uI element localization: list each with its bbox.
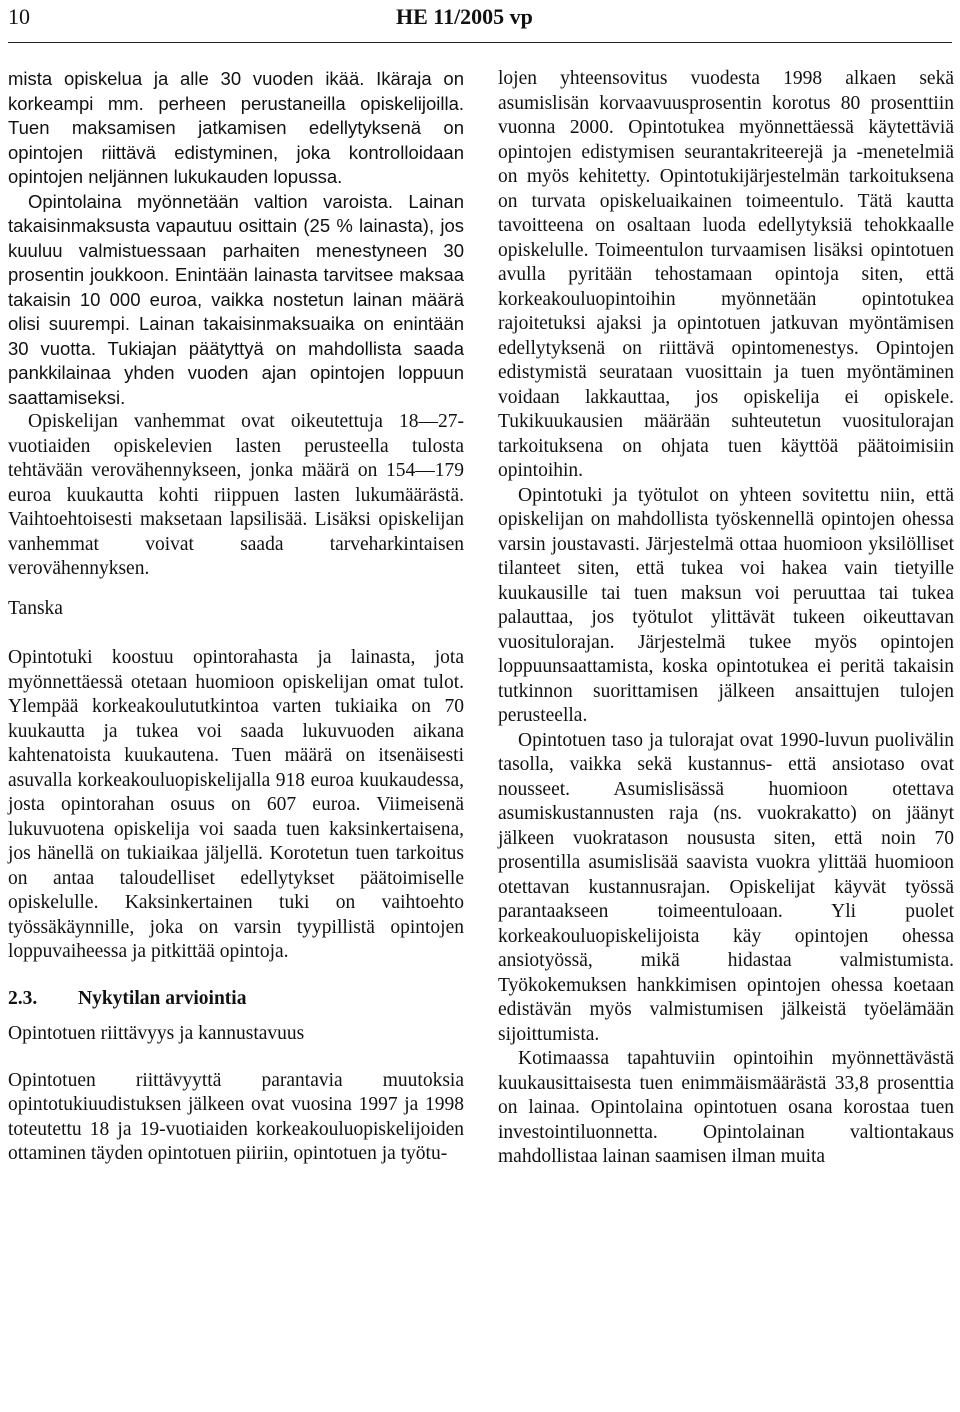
paragraph: Opintotuki koostuu opintorahasta ja lainasta, jota myönnettäessä otetaan huomioon opiskelijan omat tulot. Ylempää korkeakoulututkintoa varten tukiaika on 70 kuukautta ja tukea voi saada lukuvuoden aikana kahtenatoista kuukautena. Tuen määrä on itsenäisesti asuvalla korkeakouluopiskelijalla 918 euroa kuukaudessa, josta opintorahan osuus on 607 euroa. Viimeisenä lukuvuotena opiskelija voi saada tuen kaksinkertaisena, jos hänellä on tukiaikaa jäljellä. Korotetun tuen tarkoitus on antaa taloudelliset edellytykset päätoimiselle opiskelulle. Kaksinkertainen tuki on vaihtoehto työssäkäynnille, joka on varsin tyypillistä opintojen loppuvaiheessa ja pitkittää opintoja. xyxy=(8,647,464,962)
document-id: HE 11/2005 vp xyxy=(396,4,533,29)
paragraph: Kotimaassa tapahtuviin opintoihin myönnettävästä kuukausittaisesta tuen enimmäismäärästä 33,8 prosenttia on lainaa. Opintolaina opintotuen osana korostaa tuen investointiluonnetta. Opintolainan valtiontakaus mahdollistaa lainan saamisen ilman muita xyxy=(498,1048,954,1167)
subheading: Opintotuen riittävyys ja kannustavuus xyxy=(8,1023,305,1044)
page-number: 10 xyxy=(8,4,30,29)
paragraph: Opintotuki ja työtulot on yhteen sovitettu niin, että opiskelijan on mahdollista työskennellä opintojen ohessa varsin joustavasti. Järjestelmä ottaa huomioon yksilölliset tilanteet siten, että tukea voi hakea vain tietyille kuukausille tai tuen maksun voi peruuttaa tai tukea palauttaa, jos työtulot ylittävät tukeen oikeuttavan vuositulorajan. Järjestelmä tukee myös opintojen loppuunsaattamista, koska opintotukea ei peritä takaisin tutkinnon suorittamisen jälkeen ansaittujen tulojen perusteella. xyxy=(498,484,954,726)
section-title: Nykytilan arviointia xyxy=(78,987,247,1009)
heading-tanska: Tanska xyxy=(8,597,63,619)
paragraph: Opintotuen taso ja tulorajat ovat 1990-luvun puolivälin tasolla, vaikka sekä kustannus- että ansiotaso ovat nousseet. Asumislisässä huomioon otettava asumiskustannusten raja (ns. vuokrakatto) on jäänyt jälkeen vuokratason noususta siten, että noin 70 prosentilla asumislisää saavista vuokra ylittää huomioon otettavan kustannusrajan. Opiskelijat käyvät työssä parantaakseen toimeentuloaan. Yli puolet korkeakouluopiskelijoista käy opintojen ohessa ansiotyössä, mikä hidastaa valmistumista. Työkokemuksen hankkimisen opintojen ohessa koetaan edistävän myös valmistumisen jälkeistä työelämään sijoittumista. xyxy=(498,729,954,1045)
left-column xyxy=(8,67,464,1167)
right-column xyxy=(498,67,954,1170)
paragraph: mista opiskelua ja alle 30 vuoden ikää. Ikäraja on korkeampi mm. perheen perustaneilla opiskelijoilla. Tuen maksamisen jatkamisen edellytyksenä on opintojen riittävä edistyminen, joka kontrolloidaan opintojen neljännen lukukauden lopussa. xyxy=(8,68,464,187)
header-rule xyxy=(8,42,952,43)
section-heading xyxy=(8,987,464,1012)
paragraph: Opiskelijan vanhemmat ovat oikeutettuja 18—27-vuotiaiden opiskelevien lasten perusteella tulosta tehtävään verovähennykseen, jonka määrä on 154—179 euroa kuukautta kohti riippuen lasten lukumäärästä. Vaihtoehtoisesti maksetaan lapsilisää. Lisäksi opiskelijan vanhemmat voivat saada tarveharkintaisen verovähennyksen. xyxy=(8,411,464,579)
paragraph: Opintolaina myönnetään valtion varoista. Lainan takaisinmaksusta vapautuu osittain (25 % lainasta), jos kuuluu valmistuessaan parhaiten menestyneen 30 prosentin joukkoon. Enintään lainasta tarvitsee maksaa takaisin 10 000 euroa, vaikka nostetun lainan määrä olisi suurempi. Lainan takaisinmaksuaika on enintään 30 vuotta. Tukiajan päätyttyä on mahdollista saada pankkilainaa yhden vuoden ajan opintojen loppuun saattamiseksi. xyxy=(8,190,464,408)
page-header xyxy=(0,0,960,44)
paragraph: lojen yhteensovitus vuodesta 1998 alkaen sekä asumislisän korvaavuusprosentin korotus 80 prosenttiin vuonna 2000. Opintotukea myönnettäessä käytettäviä opintojen edistymisen seurantakriteerejä ja -menetelmiä on myös kehitetty. Opintotukijärjestelmän tarkoituksena on turvata opiskeluaikainen toimeentulo. Tätä kautta tavoitteena on osaltaan luoda edellytyksiä tehokkaalle opiskelulle. Toimeentulon turvaamisen lisäksi opintotuen avulla pyritään tehostamaan opintoja siten, että korkeakouluopintoihin myönnetään opintotukea rajoitetuksi ajaksi ja opintotuen jatkuvan myöntämisen edellytyksenä on riittävä opintomenestys. Opintojen edistymistä seurataan vuosittain ja tuen myöntäminen voidaan lakkauttaa, jos opiskelija ei opiskele. Tukikuukausien määrään suhteutetun vuositulorajan tarkoituksena on ohjata tuen käyttöä päätoimisiin opintoihin. xyxy=(498,68,954,481)
paragraph: Opintotuen riittävyyttä parantavia muutoksia opintotukiuudistuksen jälkeen ovat vuosina 1997 ja 1998 toteutettu 18 ja 19-vuotiaiden korkeakouluopiskelijoiden ottaminen täyden opintotuen piiriin, opintotuen ja työtu- xyxy=(8,1069,464,1164)
section-number: 2.3. xyxy=(8,987,38,1009)
